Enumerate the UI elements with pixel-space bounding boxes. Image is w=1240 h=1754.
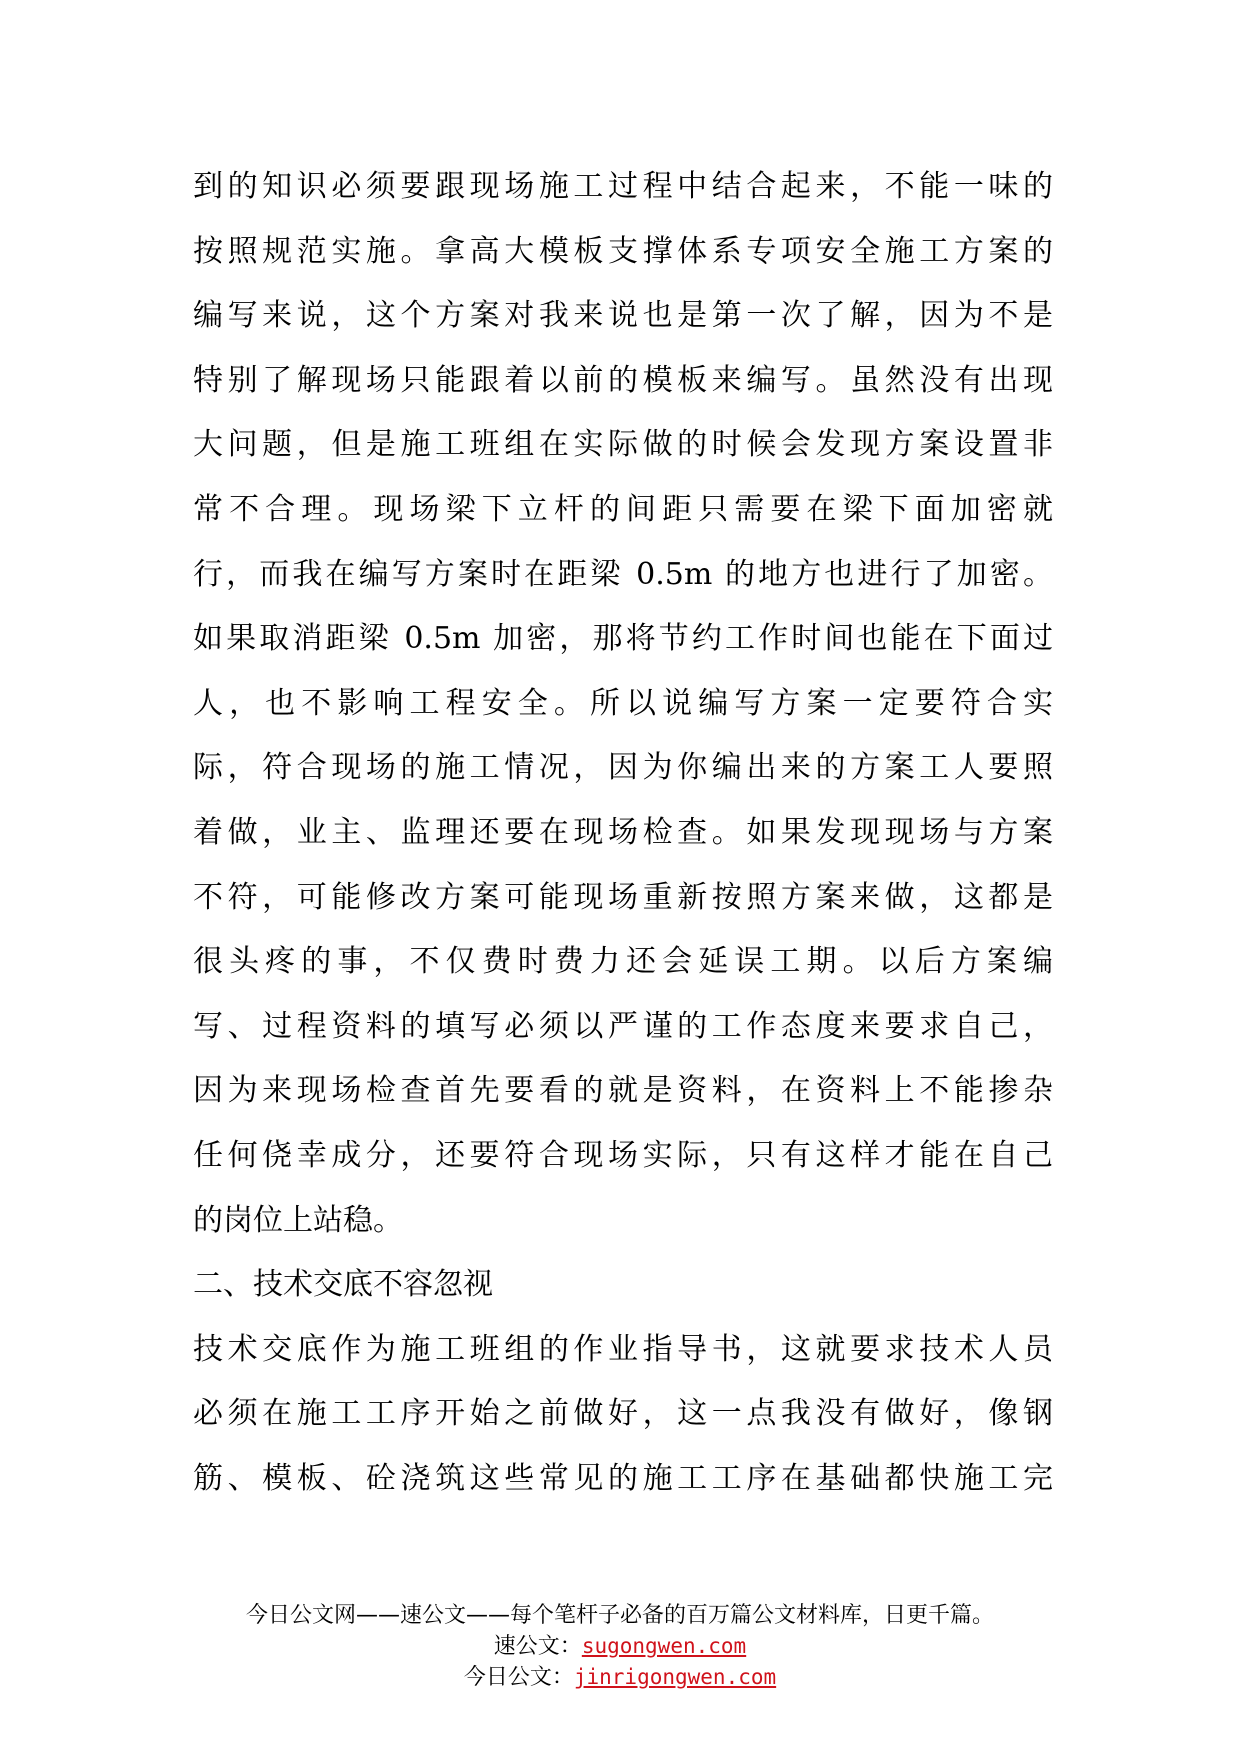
footer-site-1	[0, 1629, 1240, 1660]
body-line: 的岗位上站稳。	[193, 1202, 403, 1238]
section-heading: 二、技术交底不容忽视	[193, 1267, 493, 1303]
footer-site-2	[0, 1660, 1240, 1691]
body-line: 必须在施工工序开始之前做好，这一点我没有做好，像钢	[193, 1396, 1053, 1432]
body-line: 很头疼的事，不仅费时费力还会延误工期。以后方案编	[193, 944, 1053, 980]
body-line: 写、过程资料的填写必须以严谨的工作态度来要求自己，	[193, 1008, 1053, 1044]
body-line: 际，符合现场的施工情况，因为你编出来的方案工人要照	[193, 750, 1053, 786]
body-line: 行，而我在编写方案时在距梁 0.5m 的地方也进行了加密。	[193, 556, 1053, 592]
document-body	[193, 155, 1053, 1511]
footer-slogan: 今日公文网——速公文——每个笔杆子必备的百万篇公文材料库，日更千篇。	[245, 1603, 994, 1628]
footer-site-2-link[interactable]: jinrigongwen.com	[573, 1665, 777, 1689]
body-line: 人，也不影响工程安全。所以说编写方案一定要符合实	[193, 685, 1053, 721]
body-line: 因为来现场检查首先要看的就是资料，在资料上不能掺杂	[193, 1073, 1053, 1109]
body-line: 任何侥幸成分，还要符合现场实际，只有这样才能在自己	[193, 1137, 1053, 1173]
body-line: 特别了解现场只能跟着以前的模板来编写。虽然没有出现	[193, 362, 1053, 398]
footer-site-1-link[interactable]: sugongwen.com	[581, 1634, 747, 1658]
body-line: 技术交底作为施工班组的作业指导书，这就要求技术人员	[193, 1331, 1053, 1367]
footer-site-1-label: 速公文：	[493, 1634, 582, 1659]
body-line: 编写来说，这个方案对我来说也是第一次了解，因为不是	[193, 298, 1053, 334]
footer-site-2-label: 今日公文：	[463, 1665, 574, 1690]
body-line: 大问题，但是施工班组在实际做的时候会发现方案设置非	[193, 427, 1053, 463]
body-line: 不符，可能修改方案可能现场重新按照方案来做，这都是	[193, 879, 1053, 915]
body-line: 常不合理。现场梁下立杆的间距只需要在梁下面加密就	[193, 491, 1053, 527]
body-line: 按照规范实施。拿高大模板支撑体系专项安全施工方案的	[193, 233, 1053, 269]
body-line: 筋、模板、砼浇筑这些常见的施工工序在基础都快施工完	[193, 1460, 1053, 1496]
body-line: 到的知识必须要跟现场施工过程中结合起来，不能一味的	[193, 169, 1053, 204]
body-line: 着做，业主、监理还要在现场检查。如果发现现场与方案	[193, 814, 1053, 850]
body-line: 如果取消距梁 0.5m 加密，那将节约工作时间也能在下面过	[193, 621, 1053, 657]
